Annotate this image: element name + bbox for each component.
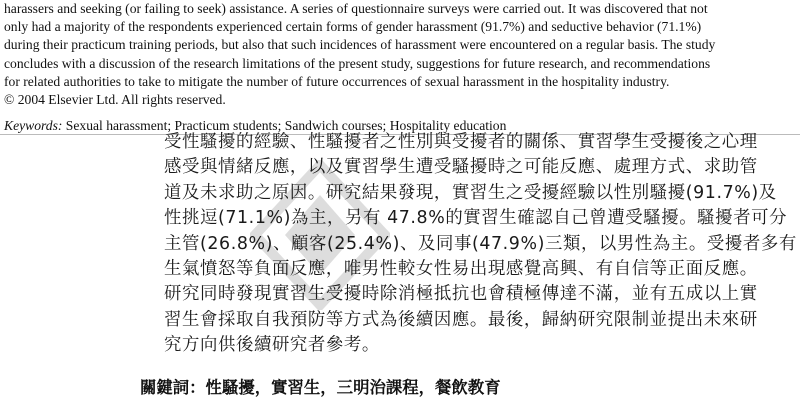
chinese-abstract-line: 感受與情緒反應，以及實習學生遭受騷擾時之可能反應、處理方式、求助管 [164,157,758,178]
english-abstract-line: concludes with a discussion of the research limitations of the present study, suggestions for future research, and recommendations [4,55,711,71]
chinese-abstract-line: 性挑逗(71.1%)為主，另有 47.8%的實習生確認自己曾遭受騷擾。騷擾者可分 [164,208,788,229]
english-abstract [4,0,794,109]
chinese-abstract-line: 研究同時發現實習生受擾時除消極抵抗也會積極傳達不滿，並有五成以上實 [164,284,758,305]
chinese-abstract [164,130,800,359]
english-abstract-line: only had a majority of the respondents experienced certain forms of gender harassment (91.7%) and seductive behavior (71.1%) [4,19,702,35]
english-abstract-line: during their practicum training periods, but also that such incidences of harassment were encountered on a regular basis. The study [4,37,716,53]
chinese-abstract-line: 主管(26.8%)、顧客(25.4%)、及同事(47.9%)三類，以男性為主。受擾者多有 [164,233,797,254]
chinese-abstract-line: 究方向供後續研究者參考。 [164,335,380,356]
english-abstract-line: for related authorities to take to mitigate the number of future occurrences of sexual harassment in the hospitality industry. [4,73,670,89]
keywords-text: Sexual harassment; Practicum students; Sandwich courses; Hospitality education [62,118,507,133]
chinese-abstract-line: 道及未求助之原因。研究結果發現，實習生之受擾經驗以性別騷擾(91.7%)及 [164,182,777,203]
keywords-label: Keywords: [4,118,63,133]
chinese-abstract-line: 習生會採取自我預防等方式為後續因應。最後，歸納研究限制並提出未來研 [164,309,758,330]
chinese-abstract-line: 受性騷擾的經驗、性騷擾者之性別與受擾者的關係、實習學生受擾後之心理 [164,132,758,152]
copyright-notice: © 2004 Elsevier Ltd. All rights reserved. [4,92,226,108]
english-abstract-line: harassers and seeking (or failing to seek) assistance. A series of questionnaire surveys were carried out. It was discovered that not [4,1,708,16]
chinese-keywords: 關鍵詞：性騷擾，實習生，三明治課程，餐飲教育 [140,378,501,397]
chinese-abstract-line: 生氣憤怒等負面反應，唯男性較女性易出現感覺高興、有自信等正面反應。 [164,259,758,280]
